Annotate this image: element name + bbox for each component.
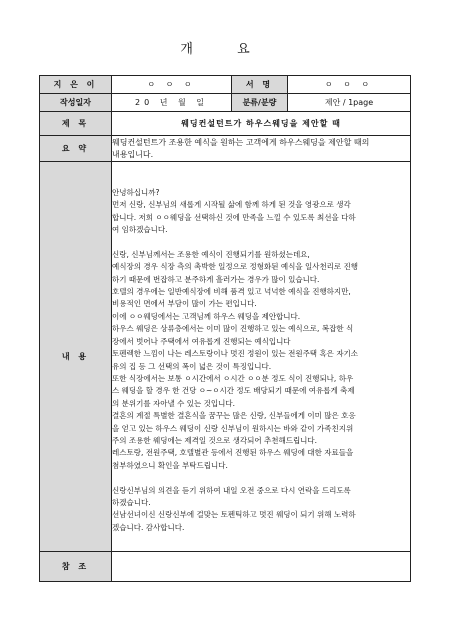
date-value: 20 년 월 일 <box>112 94 232 112</box>
reference-row <box>40 552 411 582</box>
content-body <box>112 162 411 552</box>
category-value: 제안 / 1page <box>288 94 411 112</box>
category-label: 분류/분량 <box>232 94 288 112</box>
document-title: 개 요 <box>180 42 270 57</box>
summary-form-table <box>39 75 411 582</box>
signature-value: ㅇ ㅇ ㅇ <box>288 76 411 94</box>
author-label: 지 은 이 <box>40 76 112 94</box>
subject-value: 웨딩컨설턴트가 하우스웨딩을 제안할 때 <box>112 112 411 136</box>
author-value: ㅇ ㅇ ㅇ <box>112 76 232 94</box>
content-paragraph-1: 안녕하십니까? 먼저 신랑, 신부님의 새롭게 시작될 삶에 함께 하게 된 것을 영광으로 생각 합니다. 저희 ㅇㅇ웨딩을 선택하신 것에 만족을 느낄 수 있도록 최선을 다하 여 임하겠습니다. <box>112 187 356 235</box>
summary-text: 웨딩컨설턴트가 조용한 예식을 원하는 고객에게 하우스웨딩을 제안할 때의 내용입니다. <box>112 137 370 159</box>
content-paragraph-2: 신랑, 신부님께서는 조용한 예식이 진행되기를 원하셨는데요, 예식장의 경우 식장 측의 촉박한 일정으로 정형화된 예식을 일사천리로 진행 하기 때문에 번잡하고 분주하게 흘러가는 경우가 많이 있습니다. 호텔의 경우에는 일반예식장에 비해 품격 있고 넉넉한 예식을 진행하지만, 비용적인 면에서 부담이 많이 가는 편입니다. 이에 ㅇㅇ웨딩에서는 고객님께 하우스 웨딩을 제안합니다. 하우스 웨딩은 상류층에서는 이미 많이 진행하고 있는 예식으로, 복잡한 식 장에서 벗어나 주택에서 여유롭게 진행되는 예식입니다 토펜렉한 느낌이 나는 레스토랑이나 멋진 정원이 있는 전원주택 혹은 자기소 유의 집 등 그 선택의 폭이 넓은 것이 특징입니다. 또한 식장에서는 보통 ㅇ시간에서 ㅇ시간 ㅇㅇ분 정도 식이 진행되나, 하우 스 웨딩을 할 경우 한 건당 ㅇ~ㅇ시간 정도 배당되기 때문에 여유롭게 축제 의 분위기를 자아낼 수 있는 것입니다. 결혼의 계절 특별한 결혼식을 꿈꾸는 많은 신랑, 신부들에게 이미 많은 호응 을 얻고 있는 하우스 웨딩이 신랑 신부님이 원하시는 바와 같이 가족친지위 주의 조용한 웨딩에는 제격일 것으로 생각되어 추천해드립니다. 레스토랑, 전원주택, 호텔별관 등에서 진행된 하우스 웨딩에 대한 자료들을 첨부하였으니 확인을 부탁드립니다. <box>112 249 359 470</box>
content-row <box>40 162 411 552</box>
date-row <box>40 94 411 112</box>
summary-label: 요 약 <box>40 136 112 162</box>
summary-row <box>40 136 411 162</box>
reference-label: 참 조 <box>40 552 112 582</box>
summary-value <box>112 136 411 162</box>
subject-row <box>40 112 411 136</box>
subject-label: 제 목 <box>40 112 112 136</box>
author-row <box>40 76 411 94</box>
content-paragraph-3: 신랑신부님의 의견을 듣기 위하여 내일 오전 중으로 다시 연락을 드리도록 하겠습니다. 선남선녀이신 신랑신부에 걸맞는 토펜틱하고 멋진 웨딩이 되기 위해 노력하 겠습니다. 감사합니다. <box>112 485 356 532</box>
date-label: 작성일자 <box>40 94 112 112</box>
signature-label: 서 명 <box>232 76 288 94</box>
reference-value <box>112 552 411 582</box>
content-label: 내 용 <box>40 162 112 552</box>
